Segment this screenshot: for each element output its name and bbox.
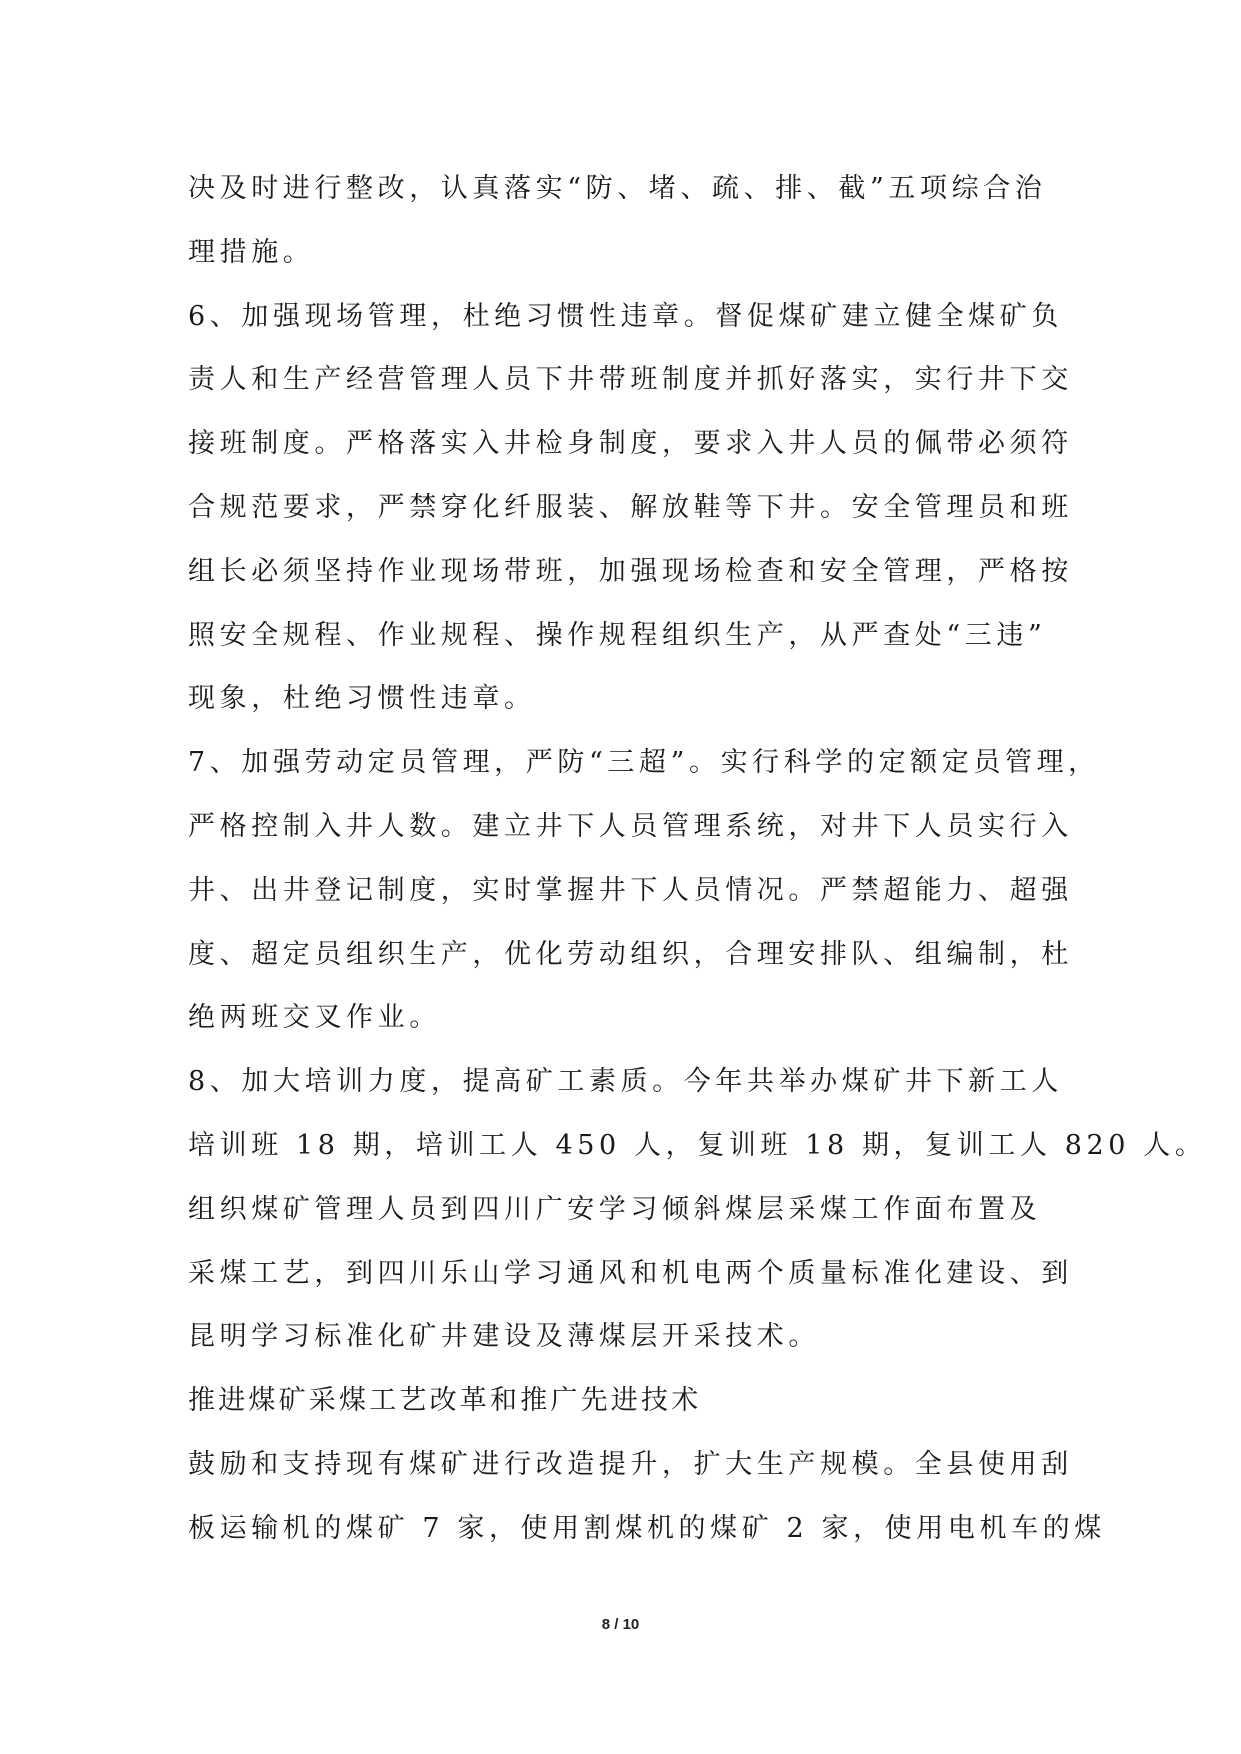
text-line: 接班制度。严格落实入井检身制度，要求入井人员的佩带必须符	[188, 428, 1073, 460]
text-line: 严格控制入井人数。建立井下人员管理系统，对井下人员实行入	[188, 810, 1073, 842]
text-line: 培训班 18 期，培训工人 450 人，复训班 18 期，复训工人 820 人。	[188, 1129, 1207, 1161]
text-line: 决及时进行整改，认真落实“防、堵、疏、排、截”五项综合治	[188, 173, 1047, 204]
text-line: 板运输机的煤矿 7 家，使用割煤机的煤矿 2 家，使用电机车的煤	[188, 1512, 1106, 1544]
text-line: 责人和生产经营管理人员下井带班制度并抓好落实，实行井下交	[188, 364, 1073, 396]
text-line: 昆明学习标准化矿井建设及薄煤层开采技术。	[188, 1321, 820, 1353]
text-line: 8、加大培训力度，提高矿工素质。今年共举办煤矿井下新工人	[188, 1066, 1063, 1098]
text-line: 理措施。	[188, 236, 315, 268]
text-line: 合规范要求，严禁穿化纤服装、解放鞋等下井。安全管理员和班	[188, 491, 1073, 523]
text-line: 组织煤矿管理人员到四川广安学习倾斜煤层采煤工作面布置及	[188, 1193, 1042, 1225]
page-number: 8 / 10	[601, 1616, 640, 1633]
text-line: 6、加强现场管理，杜绝习惯性违章。督促煤矿建立健全煤矿负	[188, 300, 1063, 332]
text-line: 组长必须坚持作业现场带班，加强现场检查和安全管理，严格按	[188, 555, 1073, 587]
text-line: 照安全规程、作业规程、操作规程组织生产，从严查处“三违”	[188, 619, 1047, 651]
body-text	[188, 157, 1207, 1561]
section-heading: 推进煤矿采煤工艺改革和推广先进技术	[188, 1385, 702, 1417]
text-line: 度、超定员组织生产，优化劳动组织，合理安排队、组编制，杜	[188, 938, 1073, 970]
text-line: 井、出井登记制度，实时掌握井下人员情况。严禁超能力、超强	[188, 874, 1073, 906]
text-line: 鼓励和支持现有煤矿进行改造提升，扩大生产规模。全县使用刮	[188, 1448, 1073, 1480]
text-line: 现象，杜绝习惯性违章。	[188, 683, 536, 715]
text-line: 7、加强劳动定员管理，严防“三超”。实行科学的定额定员管理，	[188, 747, 1100, 779]
text-line: 绝两班交叉作业。	[188, 1002, 441, 1034]
text-line: 采煤工艺，到四川乐山学习通风和机电两个质量标准化建设、到	[188, 1257, 1073, 1289]
